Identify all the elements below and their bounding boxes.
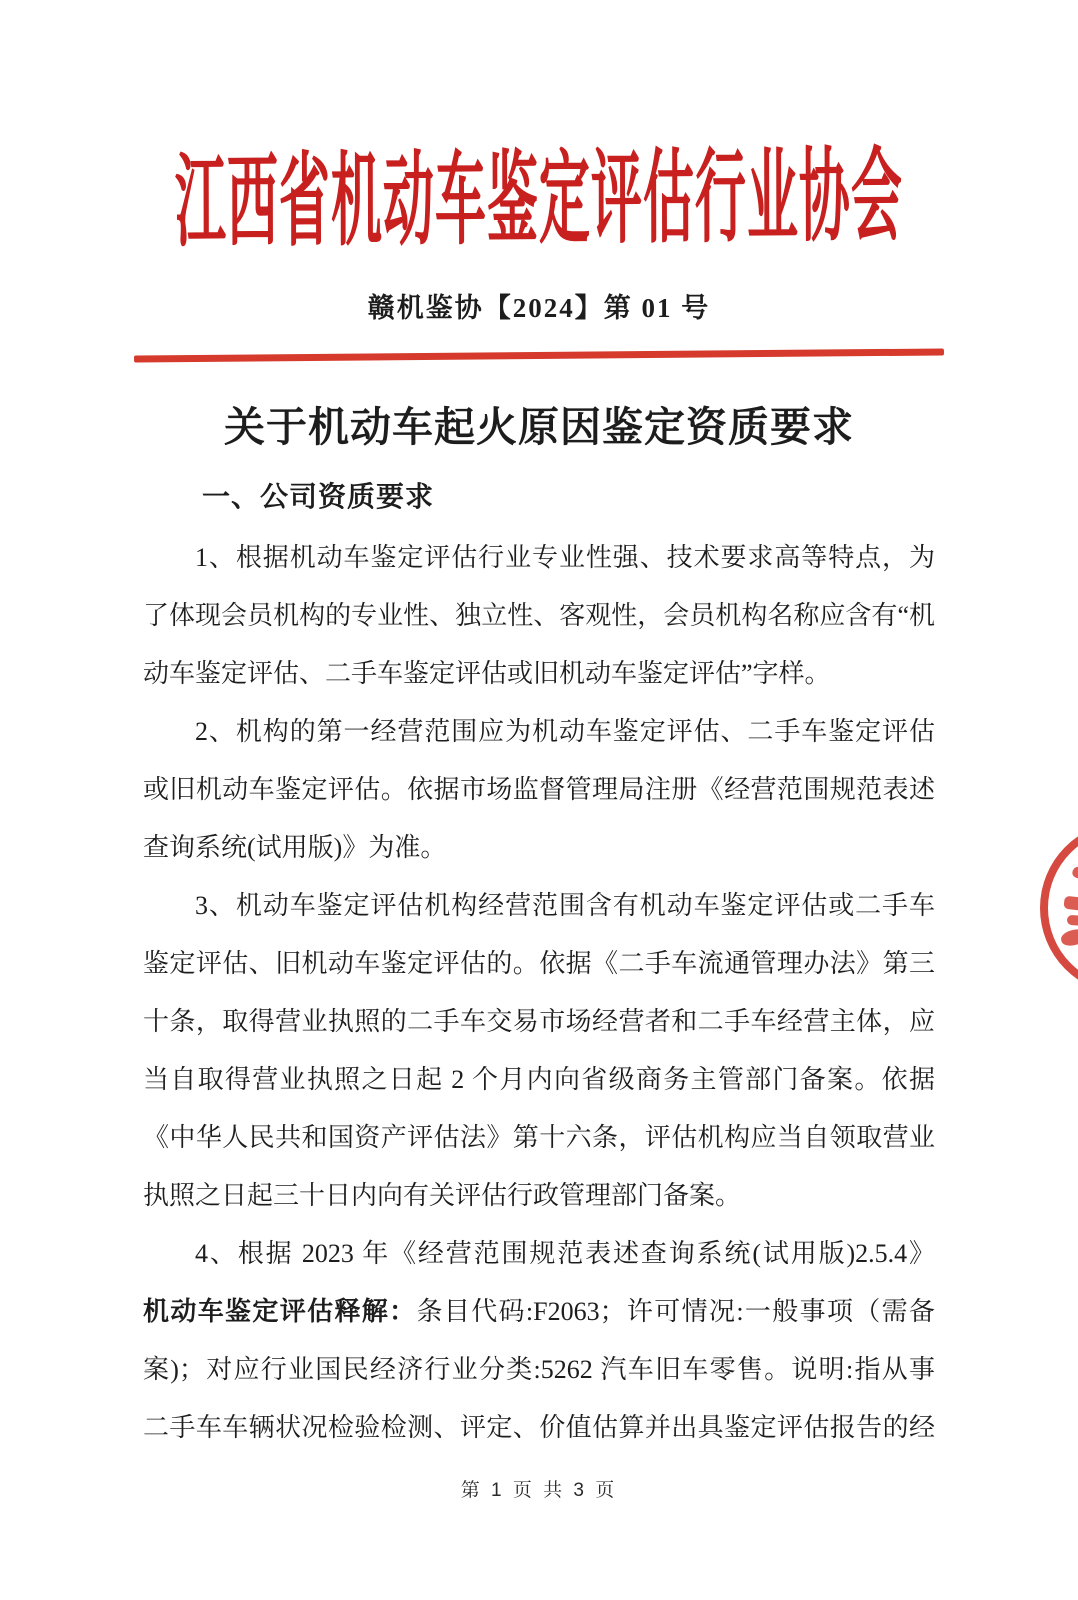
document-body — [0, 399, 1078, 1457]
body-line: 2、机构的第一经营范围应为机动车鉴定评估、二手车鉴定评估 — [195, 717, 935, 746]
seal-stroke — [1067, 915, 1078, 927]
seal-stroke — [1071, 866, 1078, 886]
body-line: 3、机动车鉴定评估机构经营范围含有机动车鉴定评估或二手车 — [195, 891, 935, 920]
paragraph-1 — [143, 529, 935, 703]
body-line: 了体现会员机构的专业性、独立性、客观性，会员机构名称应含有“机 — [143, 601, 935, 630]
paragraph-2 — [143, 703, 935, 877]
document-header — [0, 142, 1078, 359]
paragraph-3 — [143, 877, 935, 1225]
body-line: 鉴定评估、旧机动车鉴定评估的。依据《二手车流通管理办法》第三 — [143, 949, 935, 978]
body-line-text: 条目代码:F2063；许可情况:一般事项（需备 — [416, 1297, 935, 1326]
body-line — [143, 1283, 935, 1341]
body-line: 查询系统(试用版)》为准。 — [143, 833, 447, 862]
body-line: 二手车车辆状况检验检测、评定、价值估算并出具鉴定评估报告的经 — [143, 1413, 935, 1442]
body-line: 《中华人民共和国资产评估法》第十六条，评估机构应当自领取营业 — [143, 1123, 935, 1152]
seal-stroke — [1063, 896, 1078, 914]
body-line: 案)；对应行业国民经济行业分类:5262 汽车旧车零售。说明:指从事 — [143, 1355, 935, 1384]
seal-stroke — [1060, 927, 1078, 948]
body-text — [143, 529, 935, 1457]
body-line: 或旧机动车鉴定评估。依据市场监督管理局注册《经营范围规范表述 — [143, 775, 935, 804]
org-name-red-header: 江西省机动车鉴定评估行业协会 — [174, 142, 904, 262]
paragraph-4 — [143, 1225, 935, 1457]
body-line: 动车鉴定评估、二手车鉴定评估或旧机动车鉴定评估”字样。 — [143, 659, 831, 688]
page-number-footer: 第 1 页 共 3 页 — [460, 1480, 618, 1501]
red-divider-line — [134, 348, 944, 362]
doc-number: 赣机鉴协【2024】第 01 号 — [367, 293, 711, 323]
body-line: 当自取得营业执照之日起 2 个月内向省级商务主管部门备案。依据 — [143, 1065, 935, 1094]
body-line: 4、根据 2023 年《经营范围规范表述查询系统(试用版)2.5.4》 — [195, 1239, 935, 1268]
section-heading: 一、公司资质要求 — [202, 482, 435, 513]
document-title: 关于机动车起火原因鉴定资质要求 — [224, 404, 854, 450]
body-line: 执照之日起三十日内向有关评估行政管理部门备案。 — [143, 1181, 742, 1210]
body-line: 1、根据机动车鉴定评估行业专业性强、技术要求高等特点，为 — [195, 543, 935, 572]
body-line: 十条，取得营业执照的二手车交易市场经营者和二手车经营主体，应 — [143, 1007, 935, 1036]
bold-term: 机动车鉴定评估释解： — [143, 1297, 417, 1326]
